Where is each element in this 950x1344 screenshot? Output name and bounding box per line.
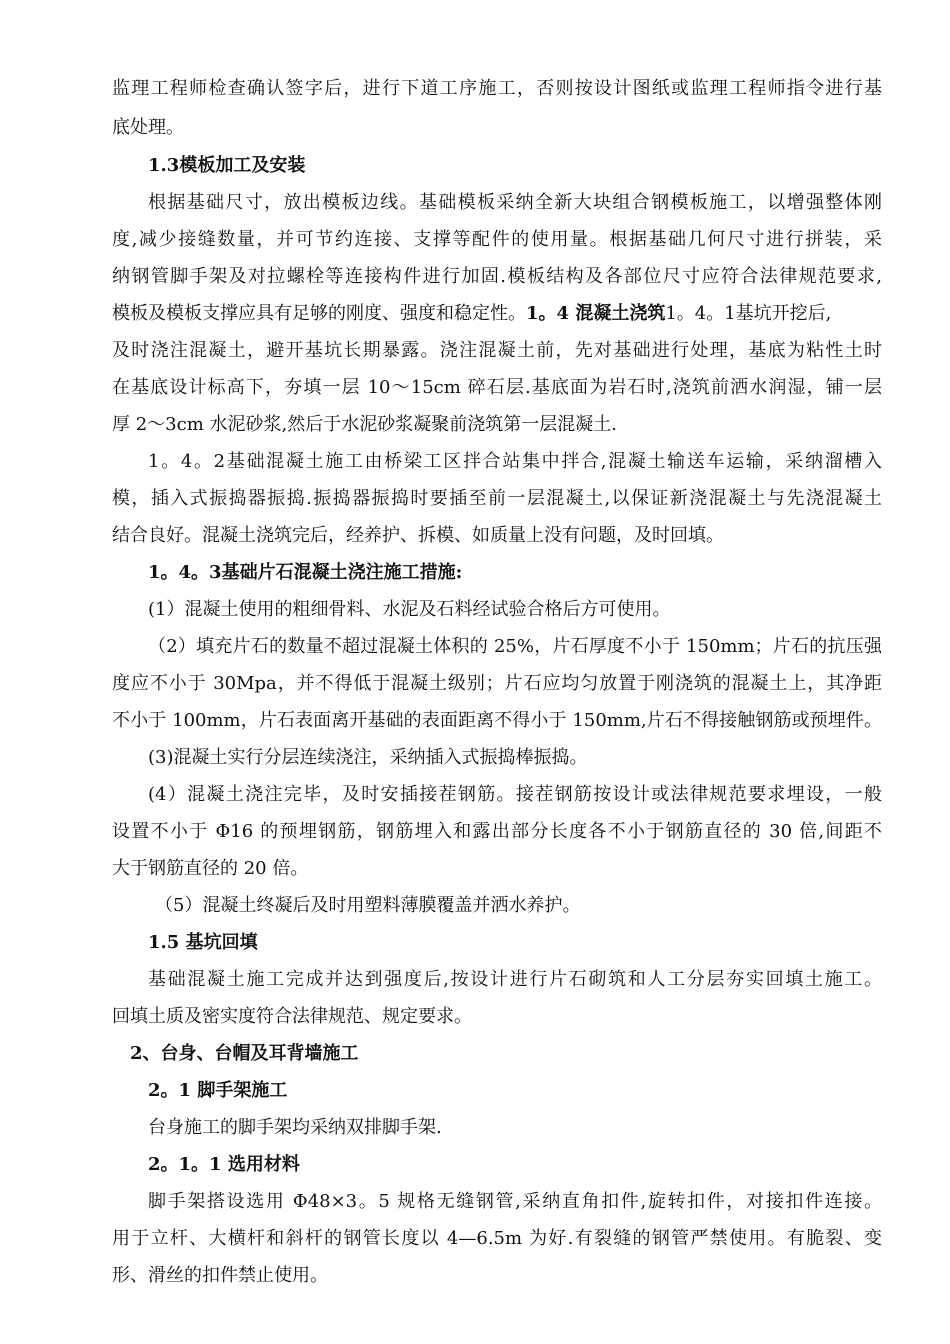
section-heading: 2。1 脚手架施工 (148, 1080, 288, 1101)
paragraph-line: 监理工程师检查确认签字后，进行下道工序施工，否则按设计图纸或监理工程师指令进行基 (112, 78, 882, 99)
chapter-heading: 2、台身、台帽及耳背墙施工 (130, 1043, 359, 1064)
paragraph-line: 基础混凝土施工完成并达到强度后,按设计进行片石砌筑和人工分层夯实回填土施工。 (148, 969, 882, 990)
list-item: (4）混凝土浇注完毕，及时安插接茬钢筋。接茬钢筋按设计或法律规范要求埋设，一般 (148, 784, 882, 805)
paragraph-line: 大于钢筋直径的 20 倍。 (112, 858, 309, 879)
paragraph-text: 1。4。1基坑开挖后, (665, 303, 832, 324)
list-item: （5）混凝土终凝后及时用塑料薄膜覆盖并洒水养护。 (155, 895, 581, 916)
list-item: (1）混凝土使用的粗细骨料、水泥及石料经试验合格后方可使用。 (148, 599, 671, 620)
paragraph-line: 及时浇注混凝土，避开基坑长期暴露。浇注混凝土前，先对基础进行处理，基底为粘性土时 (112, 340, 882, 361)
paragraph-line: 度应不小于 30Mpa，并不得低于混凝土级别；片石应均匀放置于刚浇筑的混凝土上，其净距 (112, 673, 882, 694)
paragraph-text: 模板及模板支撑应具有足够的刚度、强度和稳定性。 (112, 303, 526, 324)
paragraph-line: 用于立杆、大横杆和斜杆的钢管长度以 4—6.5m 为好.有裂缝的钢管严禁使用。有脆裂、变 (112, 1228, 882, 1249)
paragraph-line (112, 301, 882, 327)
section-heading: 2。1。1 选用材料 (148, 1154, 300, 1175)
paragraph-line: 底处理。 (112, 117, 184, 138)
paragraph-line: 纳钢管脚手架及对拉螺栓等连接构件进行加固.模板结构及各部位尺寸应符合法律规范要求, (112, 266, 882, 287)
paragraph-line: 度,减少接缝数量，并可节约连接、支撑等配件的使用量。根据基础几何尺寸进行拼装，采 (112, 229, 882, 250)
section-heading: 1.5 基坑回填 (148, 932, 258, 953)
section-heading: 1。4。3基础片石混凝土浇注施工措施: (148, 562, 463, 583)
paragraph-line: 不小于 100mm，片石表面离开基础的表面距离不得小于 150mm,片石不得接触钢筋或预埋件。 (112, 710, 882, 731)
paragraph-line: 设置不小于 Φ16 的预埋钢筋，钢筋埋入和露出部分长度各不小于钢筋直径的 30 倍,间距不 (112, 821, 882, 842)
paragraph-line: 模，插入式振捣器振捣.振捣器振捣时要插至前一层混凝土,以保证新浇混凝土与先浇混凝土 (112, 488, 882, 509)
list-item: (3)混凝土实行分层连续浇注，采纳插入式振捣棒振捣。 (148, 747, 588, 768)
paragraph-line: 形、滑丝的扣件禁止使用。 (112, 1265, 328, 1286)
section-heading: 1.3模板加工及安装 (148, 155, 306, 176)
paragraph-line: 在基底设计标高下，夯填一层 10～15cm 碎石层.基底面为岩石时,浇筑前洒水润湿，铺一层 (112, 377, 882, 398)
section-heading-inline: 1。4 混凝土浇筑 (526, 303, 666, 324)
paragraph-line: 根据基础尺寸，放出模板边线。基础模板采纳全新大块组合钢模板施工，以增强整体刚 (148, 192, 882, 213)
paragraph-line: 厚 2～3cm 水泥砂浆,然后于水泥砂浆凝聚前浇筑第一层混凝土. (112, 414, 617, 435)
paragraph-line: 台身施工的脚手架均采纳双排脚手架. (148, 1117, 442, 1138)
list-item: （2）填充片石的数量不超过混凝土体积的 25%，片石厚度不小于 150mm；片石的抗压强 (148, 636, 882, 657)
paragraph-line: 1。4。2基础混凝土施工由桥梁工区拌合站集中拌合,混凝土输送车运输，采纳溜槽入 (148, 451, 882, 472)
paragraph-line: 结合良好。混凝土浇筑完后，经养护、拆模、如质量上没有问题，及时回填。 (112, 525, 724, 546)
paragraph-line: 脚手架搭设选用 Φ48×3。5 规格无缝钢管,采纳直角扣件,旋转扣件，对接扣件连接。 (148, 1191, 882, 1212)
paragraph-line: 回填土质及密实度符合法律规范、规定要求。 (112, 1006, 472, 1027)
